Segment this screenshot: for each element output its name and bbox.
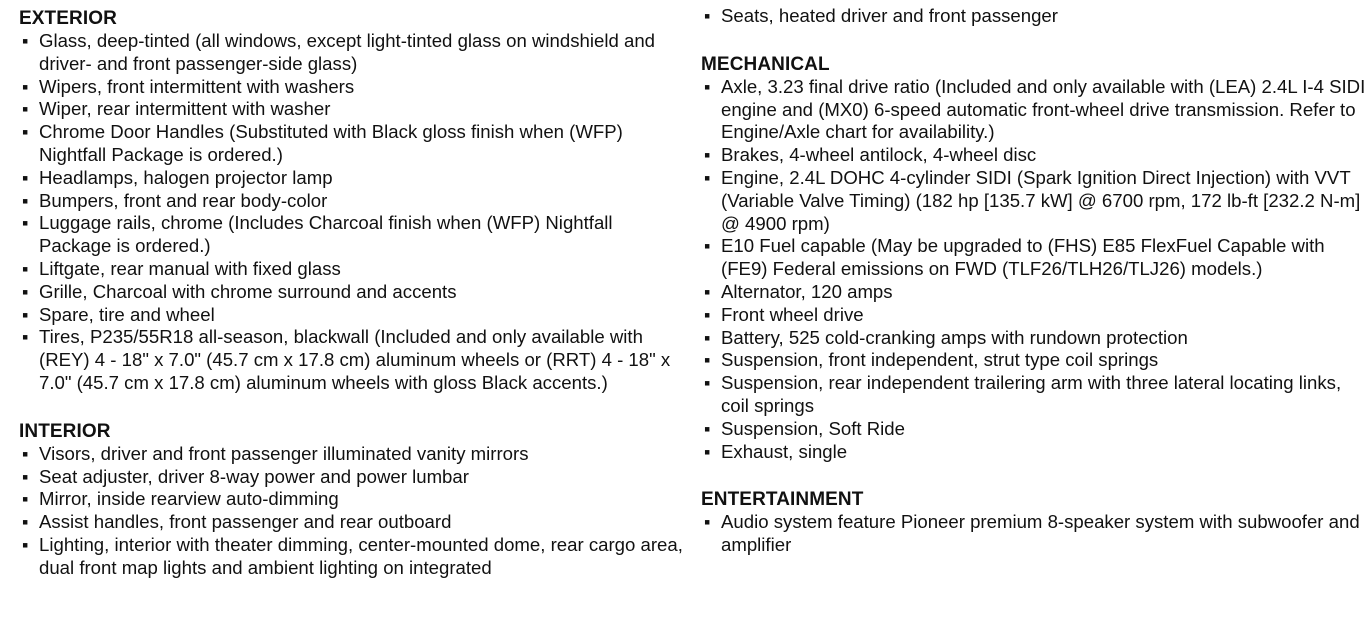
list-item-text: Seats, heated driver and front passenger	[721, 5, 1058, 26]
list-item	[701, 167, 1369, 235]
entertainment-section	[701, 489, 1369, 557]
list-item-text: Spare, tire and wheel	[39, 303, 215, 325]
list-item-text: Tires, P235/55R18 all-season, blackwall (Included and only available with (REY) 4 - 18" x 7.0" (45.7 cm x 17.8 cm) aluminum wheels or (RRT) 4 - 18" x 7.0" (45.7 cm x 17.8 cm) aluminum wheels with gloss Black accents.)	[39, 326, 671, 393]
bullet-icon: ▪	[704, 281, 711, 302]
exterior-list	[19, 30, 684, 395]
bullet-icon: ▪	[22, 76, 29, 97]
bullet-icon: ▪	[22, 258, 29, 279]
list-item-text: Seat adjuster, driver 8-way power and power lumbar	[39, 465, 469, 487]
list-item	[19, 443, 684, 466]
exterior-title: EXTERIOR	[19, 8, 117, 29]
list-item	[701, 304, 1369, 327]
bullet-icon: ▪	[704, 304, 711, 325]
left-column	[19, 8, 684, 580]
list-item-text: Luggage rails, chrome (Includes Charcoal finish when (WFP) Nightfall Package is ordered.)	[39, 212, 613, 257]
list-item-text: Axle, 3.23 final drive ratio (Included and only available with (LEA) 2.4L I-4 SIDI engine and (MX0) 6-speed automatic front-wheel drive transmission. Refer to Engine/Axle chart for availability.)	[721, 75, 1366, 143]
bullet-icon: ▪	[22, 534, 29, 555]
list-item	[19, 76, 684, 99]
list-item-text: Suspension, Soft Ride	[721, 417, 905, 439]
continued-section	[701, 5, 1369, 28]
bullet-icon: ▪	[22, 190, 29, 211]
list-item	[701, 372, 1369, 418]
mechanical-list	[701, 76, 1369, 464]
bullet-icon: ▪	[704, 167, 711, 188]
list-item	[701, 235, 1369, 281]
list-item	[701, 327, 1369, 350]
list-item	[701, 441, 1369, 464]
list-item-text: Assist handles, front passenger and rear outboard	[39, 511, 452, 533]
bullet-icon: ▪	[22, 489, 29, 510]
list-item	[701, 144, 1369, 167]
list-item	[701, 5, 1369, 28]
list-item-text: E10 Fuel capable (May be upgraded to (FHS) E85 FlexFuel Capable with (FE9) Federal emissions on FWD (TLF26/TLH26/TLJ26) models.)	[721, 235, 1325, 280]
bullet-icon: ▪	[22, 99, 29, 120]
list-item	[19, 534, 684, 580]
entertainment-list	[701, 511, 1369, 557]
bullet-icon: ▪	[22, 167, 29, 188]
bullet-icon: ▪	[22, 512, 29, 533]
bullet-icon: ▪	[704, 236, 711, 257]
bullet-icon: ▪	[22, 122, 29, 143]
list-item-text: Exhaust, single	[721, 440, 848, 462]
bullet-icon: ▪	[22, 281, 29, 302]
list-item	[701, 349, 1369, 372]
list-item-text: Wipers, front intermittent with washers	[39, 75, 355, 97]
list-item	[19, 258, 684, 281]
list-item	[701, 511, 1369, 557]
list-item-text: Engine, 2.4L DOHC 4-cylinder SIDI (Spark Ignition Direct Injection) with VVT (Variable Valve Timing) (182 hp [135.7 kW] @ 6700 rpm, 172 lb-ft [232.2 N-m] @ 4900 rpm)	[721, 166, 1361, 234]
list-item-text: Alternator, 120 amps	[721, 280, 893, 302]
entertainment-title: ENTERTAINMENT	[701, 489, 864, 511]
bullet-icon: ▪	[22, 31, 29, 51]
list-item	[701, 418, 1369, 441]
list-item	[19, 30, 684, 76]
list-item	[19, 466, 684, 489]
right-column	[701, 5, 1369, 557]
list-item	[701, 281, 1369, 304]
list-item-text: Grille, Charcoal with chrome surround and accents	[39, 280, 457, 302]
list-item	[701, 76, 1369, 144]
list-item	[19, 488, 684, 511]
list-item-text: Glass, deep-tinted (all windows, except light-tinted glass on windshield and driver- and front passenger-side glass)	[39, 30, 655, 74]
list-item-text: Audio system feature Pioneer premium 8-speaker system with subwoofer and amplifier	[721, 511, 1360, 556]
interior-list	[19, 443, 684, 580]
interior-section	[19, 421, 684, 580]
continued-list	[701, 5, 1369, 28]
list-item	[19, 190, 684, 213]
list-item	[19, 98, 684, 121]
bullet-icon: ▪	[704, 512, 711, 533]
list-item-text: Mirror, inside rearview auto-dimming	[39, 488, 339, 510]
bullet-icon: ▪	[704, 76, 711, 97]
mechanical-section	[701, 54, 1369, 464]
list-item-text: Lighting, interior with theater dimming, center-mounted dome, rear cargo area, dual front map lights and ambient lighting on integrated	[39, 533, 683, 578]
list-item	[19, 304, 684, 327]
mechanical-title: MECHANICAL	[701, 53, 830, 75]
list-item-text: Front wheel drive	[721, 303, 864, 325]
list-item-text: Liftgate, rear manual with fixed glass	[39, 257, 341, 279]
bullet-icon: ▪	[704, 441, 711, 462]
list-item-text: Suspension, rear independent trailering arm with three lateral locating links, coil springs	[721, 372, 1342, 416]
list-item	[19, 281, 684, 304]
bullet-icon: ▪	[22, 213, 29, 234]
interior-title: INTERIOR	[19, 420, 111, 442]
bullet-icon: ▪	[704, 327, 711, 348]
bullet-icon: ▪	[22, 443, 29, 464]
bullet-icon: ▪	[22, 304, 29, 325]
list-item-text: Battery, 525 cold-cranking amps with rundown protection	[721, 326, 1188, 348]
list-item-text: Chrome Door Handles (Substituted with Black gloss finish when (WFP) Nightfall Package is ordered.)	[39, 121, 623, 165]
list-item-text: Visors, driver and front passenger illuminated vanity mirrors	[39, 442, 529, 464]
list-item-text: Bumpers, front and rear body-color	[39, 189, 328, 211]
list-item	[19, 212, 684, 258]
bullet-icon: ▪	[704, 373, 711, 394]
list-item-text: Wiper, rear intermittent with washer	[39, 98, 331, 120]
list-item	[19, 121, 684, 167]
bullet-icon: ▪	[704, 6, 711, 26]
list-item-text: Headlamps, halogen projector lamp	[39, 166, 333, 188]
list-item-text: Brakes, 4-wheel antilock, 4-wheel disc	[721, 144, 1037, 166]
exterior-section	[19, 8, 684, 395]
list-item	[19, 511, 684, 534]
bullet-icon: ▪	[22, 327, 29, 348]
list-item	[19, 167, 684, 190]
bullet-icon: ▪	[704, 145, 711, 166]
bullet-icon: ▪	[22, 466, 29, 487]
bullet-icon: ▪	[704, 350, 711, 371]
bullet-icon: ▪	[704, 418, 711, 439]
list-item-text: Suspension, front independent, strut type coil springs	[721, 349, 1159, 371]
list-item	[19, 326, 684, 394]
